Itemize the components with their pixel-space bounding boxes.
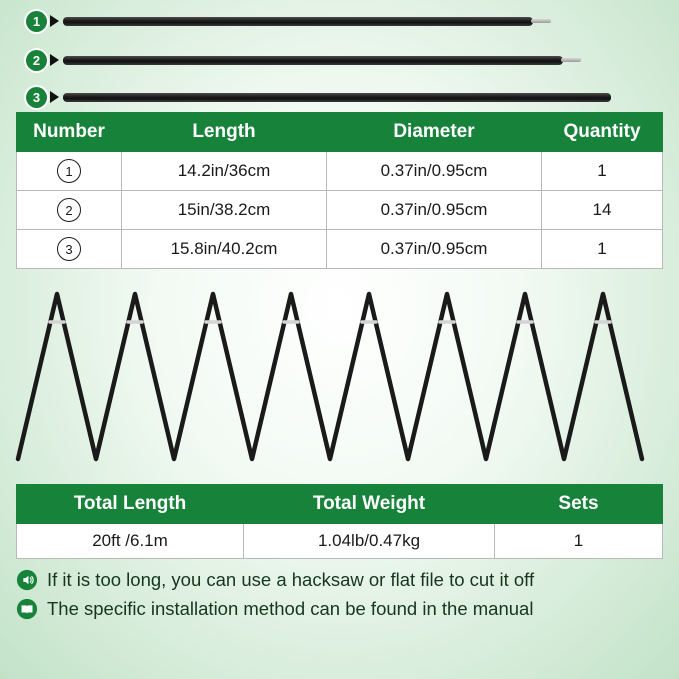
totals-cell-total-weight: 1.04lb/0.47kg <box>244 524 495 559</box>
spec-header-quantity: Quantity <box>542 113 663 152</box>
note-text: If it is too long, you can use a hacksaw or flat file to cut it off <box>47 569 535 590</box>
spec-header-number: Number <box>17 113 122 152</box>
rod-diagram <box>0 0 679 112</box>
spec-cell-quantity: 1 <box>542 230 663 269</box>
totals-table <box>16 484 663 559</box>
note-text: The specific installation method can be found in the manual <box>47 598 534 619</box>
spec-cell-diameter: 0.37in/0.95cm <box>327 230 542 269</box>
spec-cell-length: 14.2in/36cm <box>122 152 327 191</box>
spec-header-diameter: Diameter <box>327 113 542 152</box>
spec-cell-diameter: 0.37in/0.95cm <box>327 152 542 191</box>
totals-header-total-weight: Total Weight <box>244 485 495 524</box>
speaker-icon <box>16 569 38 591</box>
note-item <box>16 569 679 591</box>
spec-cell-quantity: 14 <box>542 191 663 230</box>
arrow-right-icon-1 <box>50 15 59 27</box>
arrow-right-icon-2 <box>50 54 59 66</box>
numbered-badge-1-icon: 1 <box>26 11 47 32</box>
notes-list <box>16 569 679 620</box>
table-row <box>17 230 663 269</box>
circle-number-2: 2 <box>57 198 81 222</box>
spec-table <box>16 112 663 269</box>
spec-cell-quantity: 1 <box>542 152 663 191</box>
spec-cell-length: 15.8in/40.2cm <box>122 230 327 269</box>
spec-cell-diameter: 0.37in/0.95cm <box>327 191 542 230</box>
numbered-badge-2-icon: 2 <box>26 50 47 71</box>
rod-bar-1 <box>63 17 533 26</box>
note-item <box>16 598 679 620</box>
rod-tip-2 <box>561 58 581 62</box>
totals-table-header-row <box>17 485 663 524</box>
rod-row-1 <box>0 6 679 36</box>
manual-book-icon <box>16 598 38 620</box>
circle-number-1: 1 <box>57 159 81 183</box>
spec-cell-number <box>17 191 122 230</box>
spec-table-header-row <box>17 113 663 152</box>
rod-tip-1 <box>531 19 551 23</box>
circle-number-3: 3 <box>57 237 81 261</box>
numbered-badge-3-icon: 3 <box>26 87 47 108</box>
table-row <box>17 524 663 559</box>
totals-header-sets: Sets <box>495 485 663 524</box>
spec-cell-number <box>17 152 122 191</box>
totals-cell-sets: 1 <box>495 524 663 559</box>
totals-cell-total-length: 20ft /6.1m <box>17 524 244 559</box>
rod-row-2 <box>0 45 679 75</box>
spec-cell-number <box>17 230 122 269</box>
rod-bar-3 <box>63 93 611 102</box>
spec-cell-length: 15in/38.2cm <box>122 191 327 230</box>
totals-header-total-length: Total Length <box>17 485 244 524</box>
zigzag-assembly-diagram <box>0 269 679 484</box>
rod-bar-2 <box>63 56 563 65</box>
rod-row-3 <box>0 82 679 112</box>
zigzag-path <box>18 294 642 459</box>
arrow-right-icon-3 <box>50 91 59 103</box>
table-row <box>17 191 663 230</box>
table-row <box>17 152 663 191</box>
spec-header-length: Length <box>122 113 327 152</box>
